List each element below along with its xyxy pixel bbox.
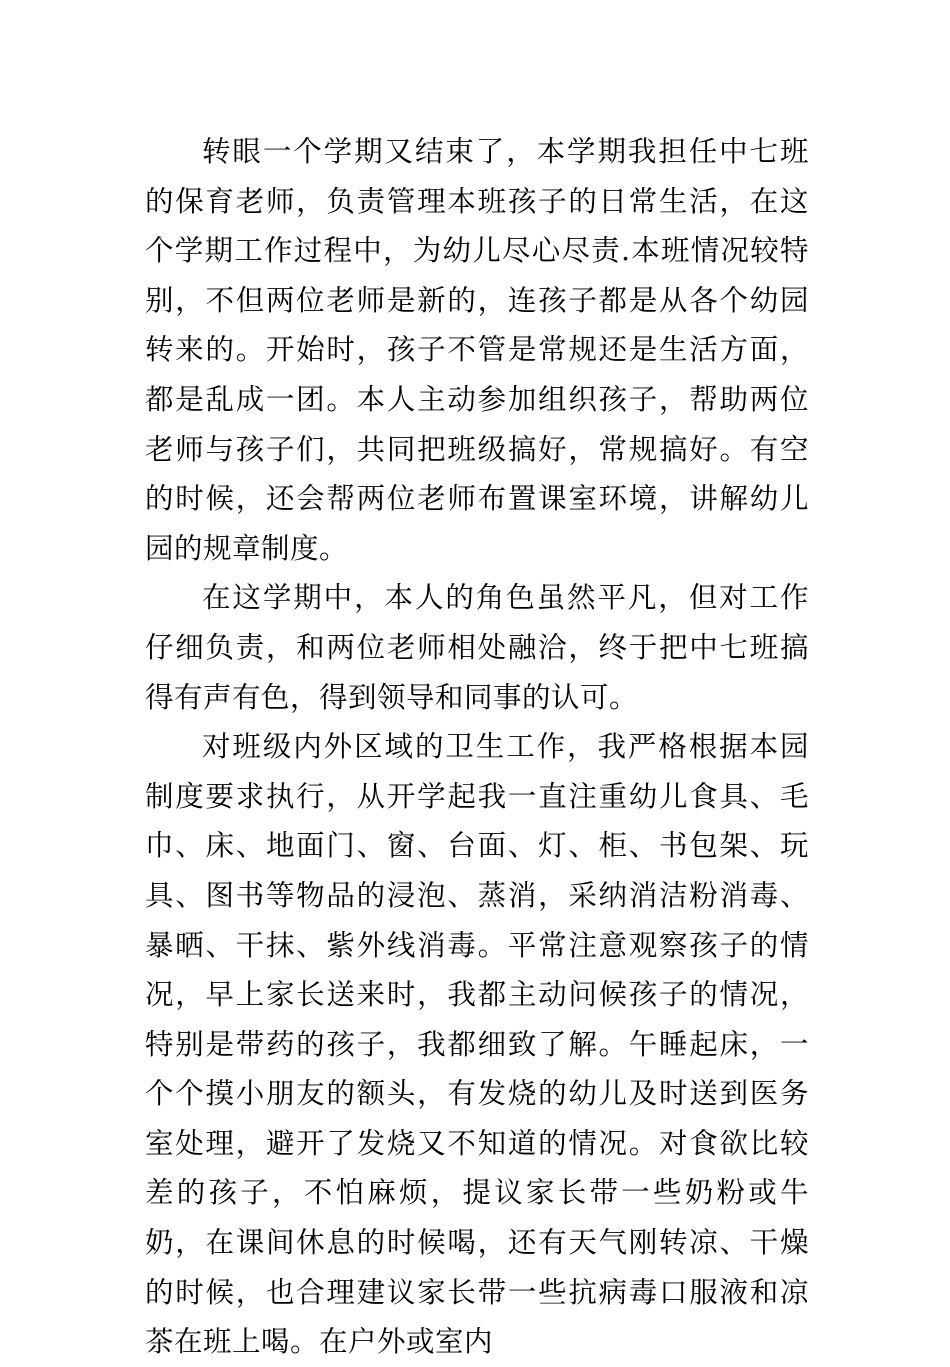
paragraph-3: 对班级内外区域的卫生工作，我严格根据本园制度要求执行，从开学起我一直注重幼儿食具、毛巾、床、地面门、窗、台面、灯、柜、书包架、玩具、图书等物品的浸泡、蒸消，采纳消洁粉消毒、暴晒、干抹、紫外线消毒。平常注意观察孩子的情况，早上家长送来时，我都主动问候孩子的情况，特别是带药的孩子，我都细致了解。午睡起床，一个个摸小朋友的额头，有发烧的幼儿及时送到医务室处理，避开了发烧又不知道的情况。对食欲比较差的孩子，不怕麻烦，提议家长带一些奶粉或牛奶，在课间休息的时候喝，还有天气刚转凉、干燥的时候，也合理建议家长带一些抗病毒口服液和凉茶在班上喝。在户外或室内 — [145, 730, 809, 1359]
document-body — [145, 127, 809, 1367]
paragraph-1: 转眼一个学期又结束了，本学期我担任中七班的保育老师，负责管理本班孩子的日常生活，在这个学期工作过程中，为幼儿尽心尽责.本班情况较特别，不但两位老师是新的，连孩子都是从各个幼园转来的。开始时，孩子不管是常规还是生活方面，都是乱成一团。本人主动参加组织孩子，帮助两位老师与孩子们，共同把班级搞好，常规搞好。有空的时候，还会帮两位老师布置课室环境，讲解幼儿园的规章制度。 — [145, 135, 809, 565]
paragraph-2: 在这学期中，本人的角色虽然平凡，但对工作仔细负责，和两位老师相处融洽，终于把中七班搞得有声有色，得到领导和同事的认可。 — [145, 581, 809, 714]
